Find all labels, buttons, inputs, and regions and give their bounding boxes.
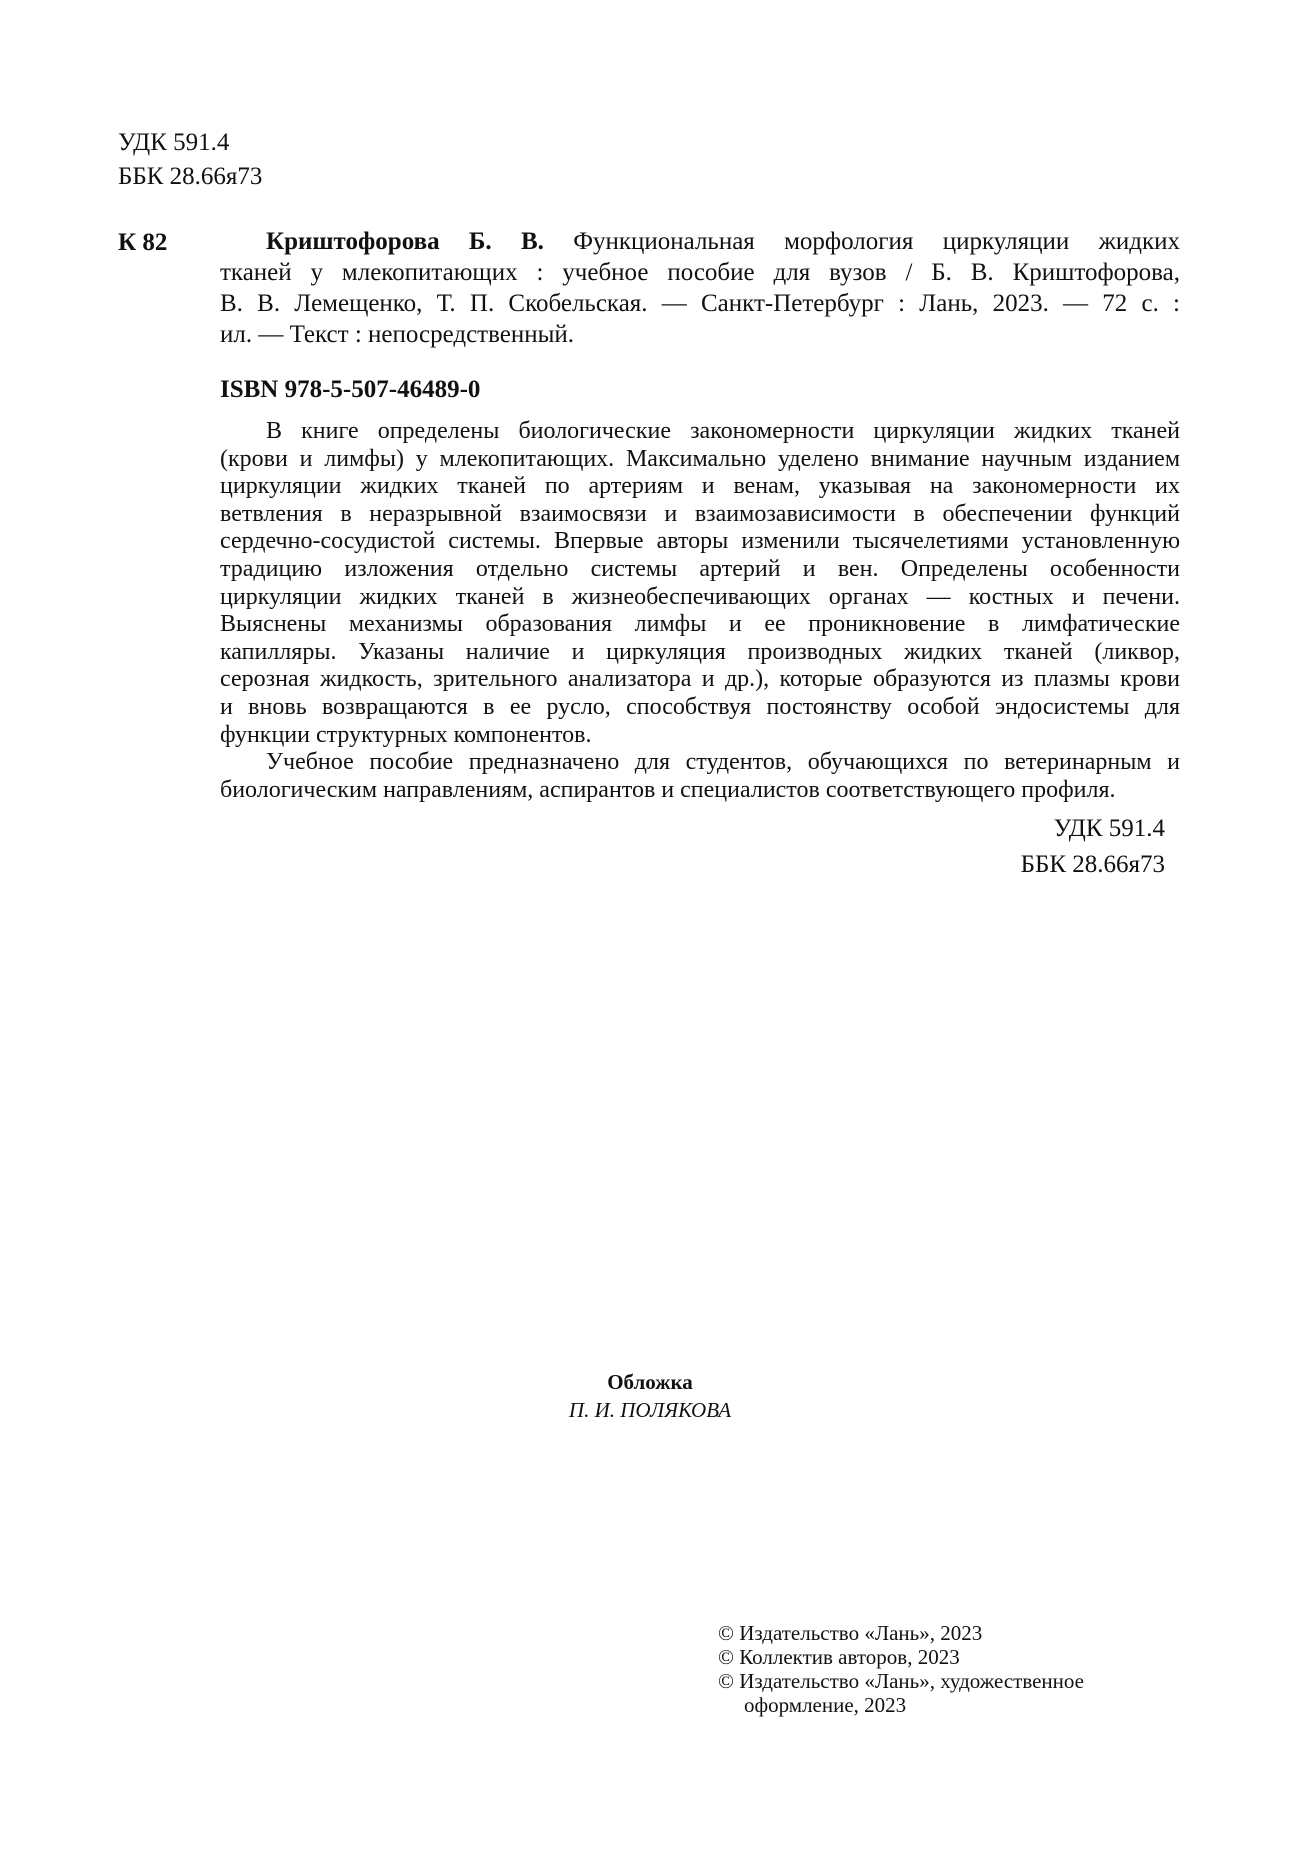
copyright-line: © Издательство «Лань», 2023 [718,1621,983,1645]
annotation-line: Учебное пособие предназначено для студентов, обучающихся по ветеринарным и [266,749,1180,776]
entry-line [220,226,1180,257]
bibliographic-description [220,226,1180,350]
annotation-line: и вновь возвращаются в ее русло, способствуя постоянству особой эндосистемы для [220,693,1180,720]
classification-header [118,126,262,194]
entry-line: В. В. Лемещенко, Т. П. Скобельская. — Санкт-Петербург : Лань, 2023. — 72 с. : [220,290,1180,317]
annotation-line: серозная жидкость, зрительного анализатора и др.), которые образуются из плазмы крови [220,666,1180,693]
footer-bbk-code: ББК 28.66я73 [1020,851,1165,878]
annotation-line: Выяснены механизмы образования лимфы и ее проникновение в лимфатические [220,611,1180,638]
annotation-line: сердечно-сосудистой системы. Впервые авторы изменили тысячелетиями установленную [220,528,1180,555]
annotation-line: циркуляции жидких тканей в жизнеобеспечивающих органах — костных и печени. [220,583,1180,610]
copyright-line: оформление, 2023 [744,1693,907,1717]
cover-label: Обложка [607,1370,693,1394]
cover-credit [500,1368,800,1424]
annotation-line: биологическим направлениям, аспирантов и специалистов соответствующего профиля. [220,776,1116,803]
cover-designer: П. И. ПОЛЯКОВА [568,1398,732,1422]
annotation-line: традицию изложения отдельно системы артерий и вен. Определены особенности [220,555,1180,582]
udk-code: УДК 591.4 [118,129,230,156]
annotation-line: (крови и лимфы) у млекопитающих. Максимально уделено внимание научным изданием [220,445,1180,472]
footer-udk-code: УДК 591.4 [1053,815,1165,842]
bbk-code: ББК 28.66я73 [118,163,263,190]
annotation-line: ветвления в неразрывной взаимосвязи и взаимозависимости в обеспечении функций [220,500,1180,527]
annotation-line: капилляры. Указаны наличие и циркуляция производных жидких тканей (ликвор, [220,638,1180,665]
annotation-line: функции структурных компонентов. [220,721,592,748]
annotation-line: В книге определены биологические закономерности циркуляции жидких тканей [266,418,1180,444]
annotation [220,418,1180,804]
entry-line: тканей у млекопитающих : учебное пособие для вузов / Б. В. Криштофорова, [220,259,1180,286]
isbn: ISBN 978-5-507-46489-0 [220,376,481,403]
author-name: Криштофорова Б. В. [266,228,544,255]
entry-line: ил. — Текст : непосредственный. [220,321,575,348]
copyright-line: © Издательство «Лань», художественное [718,1669,1084,1693]
annotation-line: циркуляции жидких тканей по артериям и венам, указывая на закономерности их [220,473,1180,500]
title-start: Функциональная морфология циркуляции жидких [573,228,1180,255]
author-mark: К 82 [118,229,168,256]
copyright-line: © Коллектив авторов, 2023 [718,1645,960,1669]
copyright-block [718,1621,1084,1717]
